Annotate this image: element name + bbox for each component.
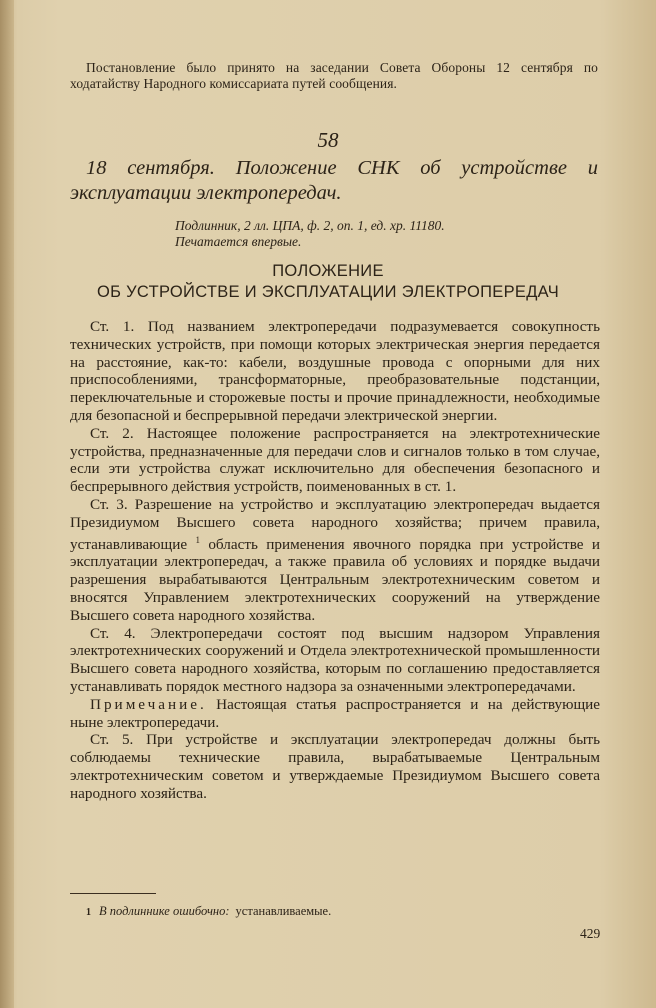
document-number: 58 xyxy=(317,128,339,152)
article-3 xyxy=(70,496,600,625)
articles-body xyxy=(70,318,600,803)
section-heading-line2: ОБ УСТРОЙСТВЕ И ЭКСПЛУАТАЦИИ ЭЛЕКТРОПЕРЕДАЧ xyxy=(96,283,559,301)
article-5: Ст. 5. При устройстве и эксплуатации электропередач должны быть соблюдаемы технические правила, вырабатываемые Центральным электротехническим советом и утверждаемые Президиумом Высшего совета народного хозяйства. xyxy=(70,731,600,802)
footnote-mark: 1 xyxy=(86,907,91,918)
section-heading-line1: ПОЛОЖЕНИЕ xyxy=(272,262,384,280)
footnote-text: устанавливаемые. xyxy=(235,904,332,918)
article-1: Ст. 1. Под названием электропередачи подразумевается совокупность технических устройств, при помощи которых электрическая энергия передается на расстояние, как-то: кабели, воздушные провода с опорными для них приспособлениями, трансформаторные, преобразовательные подстанции, переключательные и сторожевые посты и прочие принадлежности, необходимые для безопасной и беспрерывной передачи электрической энергии. xyxy=(70,318,600,424)
footnote-reference: 1 xyxy=(195,534,200,545)
page-number: 429 xyxy=(580,926,601,941)
footnote-label: В подлиннике ошибочно: xyxy=(99,904,230,918)
note-label: Примечание. xyxy=(90,695,207,713)
note-text: Настоящая статья распространяется и на действующие ныне электропередачи. xyxy=(70,695,601,731)
footnote-divider xyxy=(70,893,156,894)
article-2: Ст. 2. Настоящее положение распространяется на электротехнические устройства, предназначенные для передачи слов и сигналов только в том случае, если эти устройства служат исключительно для обеспечения безопасного и беспрерывного действия устройств, поименованных в ст. 1. xyxy=(70,424,600,496)
source-archive-line: Подлинник, 2 лл. ЦПА, ф. 2, оп. 1, ед. хр. 11180. xyxy=(175,218,445,233)
intro-paragraph: Постановление было принято на заседании Совета Обороны 12 сентября по ходатайству Народного комиссариата путей сообщения. xyxy=(70,60,598,91)
source-publication-line: Печатается впервые. xyxy=(175,234,302,249)
article-3-part2: область применения явочного порядка при устройстве и эксплуатации электропередач, а также правила об условиях и порядке выдачи разрешения вырабатываются Центральным электротехническим советом и вносятся Управлением электротехнических сооружений на утверждение Высшего совета народного хозяйства. xyxy=(70,535,601,624)
article-4: Ст. 4. Электропередачи состоят под высшим надзором Управления электротехнических сооружений и Отдела электротехнической промышленности Высшего совета народного хозяйства, которым по соглашению предоставляется устанавливать порядок местного надзора за означенными электропередачами. xyxy=(70,624,600,695)
article-3-part1: Ст. 3. Разрешение на устройство и эксплуатацию электропередач выдается Президиумом Высшего совета народного хозяйства; причем правила, устанавливающие xyxy=(70,495,600,553)
article-4-note xyxy=(70,696,600,732)
source-note xyxy=(175,218,605,250)
footnote xyxy=(86,904,586,920)
document-title: 18 сентября. Положение СНК об устройстве и эксплуатации электропередач. xyxy=(70,157,598,204)
